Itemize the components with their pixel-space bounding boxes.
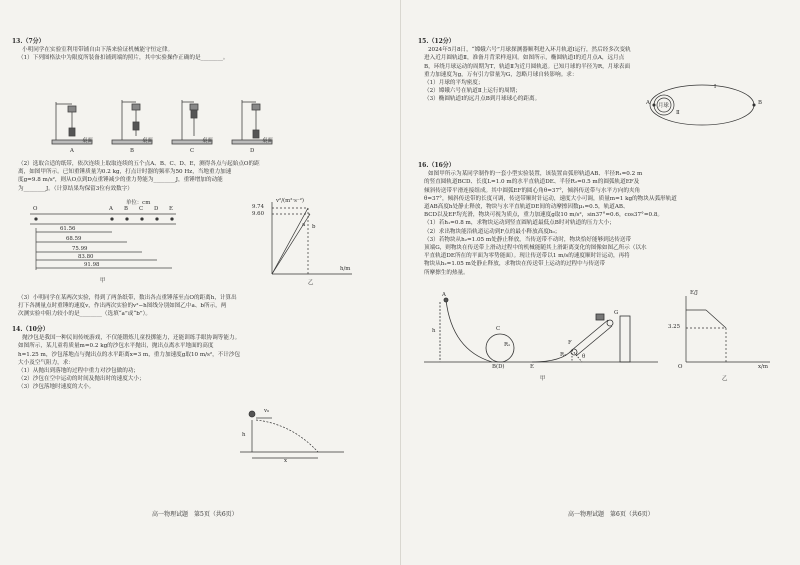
point-f-label: F	[568, 340, 572, 346]
q14-line: （2）沙包在空中运动的时间及抛出时的速度大小；	[18, 376, 145, 383]
tape-point-b: B	[124, 206, 128, 212]
question-14	[12, 326, 384, 392]
q15-line: （2）嫦娥六号在轨道Ⅱ上运行的周期；	[424, 88, 521, 95]
q14-line: 抛沙包是我国一种民间传统游戏，不仅能锻炼儿童投掷能力，还能训练手眼协调等能力。	[22, 335, 241, 342]
table-label: 桌面	[82, 138, 93, 144]
q15-line: （1）月球的平均密度；	[424, 80, 484, 87]
tape-point-c: C	[139, 206, 144, 212]
q13-line: （2）选取合适的纸带，依次连续上取取连续的五个点A、B、C、D、E，测得各点与起始点O的距	[18, 161, 260, 167]
page-fold	[400, 0, 401, 565]
tape-dist: 75.99	[72, 246, 88, 252]
q13-line: 离，如图甲所示。已知重锤质量为0.2 kg，打点计时器的频率为50 Hz，当地重力加速	[18, 169, 232, 176]
tape-dist: 68.59	[66, 236, 82, 242]
q16-line: 倾斜传送带平滑连接组成。其中圆弧EF的圆心角θ=37°，倾斜传送带与水平方向的夹角	[424, 187, 641, 194]
q16-head: 16.（16分）	[418, 162, 455, 169]
q16-line: 平直轨道DE所在的平面为零势能面）。现让传送带以1 m/s的速度顺时针运动，再将	[424, 253, 630, 260]
left-page	[12, 38, 384, 518]
graph-ylabel: v²/(m²·s⁻²)	[276, 198, 304, 204]
q13-head: 13.（7分）	[12, 38, 45, 45]
table-label: 桌面	[202, 138, 213, 144]
caption-yi: 乙	[722, 376, 728, 382]
table-label: 桌面	[142, 138, 153, 144]
q16-line: （3）若物块从h₂=1.05 m处静止释放，当传送带不动时，物块恰好能够到达传送带	[424, 236, 632, 243]
left-footer: 高一物理试题 第5页（共6页）	[152, 511, 238, 518]
q15-line: 2024年5月8日，“嫦娥六号”月球探测器顺利进入环月轨道Ⅰ运行，然后经多次变轨	[428, 47, 631, 54]
q14-line: （1）从抛出到落地的过程中重力对沙包做的功；	[18, 368, 140, 375]
q14-line: 大小及空气阻力，求：	[18, 359, 74, 366]
q14-line: 如图所示，某儿童将质量m=0.2 kg的沙包水平抛出，抛出点离水平地面的高度	[18, 343, 214, 350]
orbit-2-label: Ⅱ	[676, 110, 680, 116]
caption-jia: 甲	[540, 376, 546, 382]
point-b-label: B	[758, 100, 762, 106]
q15-head: 15.（12分）	[418, 38, 455, 45]
tape-dist: 91.98	[84, 262, 100, 268]
q13-line: （1）下列图格法中为限度所装备扣铺到端的照片，其中实验操作正确的是________。	[18, 55, 229, 62]
tape-point-a: A	[109, 206, 113, 212]
tape-point-e: E	[169, 206, 173, 212]
q13-line: 小明同学在实验室利用带铺自由下落来验证机械能守恒定律。	[22, 47, 174, 54]
graph-ytick: 3.25	[668, 324, 681, 330]
point-a-label: A	[442, 292, 446, 298]
table-label: 桌面	[262, 138, 273, 144]
point-g-label: G	[614, 310, 619, 316]
tape-dist: 83.80	[78, 254, 94, 260]
q16-line: （2）求出物块能沿轨道运动到F点的最小释放高度h₀；	[424, 228, 561, 235]
q14-line: （3）沙包落地时速度的大小。	[18, 384, 95, 391]
height-label: h	[432, 328, 436, 334]
point-a-label: A	[646, 100, 650, 106]
q16-line: 顶端G，则物块在传送带上滑动过程中的机械能随其上滑距离变化的图像如图乙所示（以水	[424, 245, 647, 252]
orbit-figure	[644, 82, 774, 128]
q13-line: （3）小明同学在某两次实验，得到了两条纸带，数出各点重锤落至点O的距离h，计算出	[18, 295, 237, 301]
graph-ytick: 9.60	[252, 211, 265, 217]
question-16	[418, 162, 790, 277]
q16-line: 的竖直圆轨道BCD、长度L=1.0 m的水平直轨道DE、半径R₂=0.5 m的圆弧轨道EF及	[424, 179, 640, 186]
q13-line: 为________J。（计算结果均保留3位有效数字）	[18, 185, 133, 192]
q16-line: BCD以及EF均光滑，物块可视为质点，重力加速度g取10 m/s²，sin37°=0.6，cos37°=0.8。	[424, 212, 664, 219]
apparatus-figures	[42, 96, 292, 158]
apparatus-label-c: C	[190, 148, 195, 154]
theta-label: θ	[582, 354, 586, 360]
right-page	[418, 38, 790, 518]
projectile-figure	[232, 406, 352, 466]
graph-ytick: 9.74	[252, 204, 265, 210]
q16-line: 如图甲所示为某同学制作的一套小型实验装置，该装置由弧形轨道AB、半径R₁=0.2 m	[428, 171, 643, 178]
point-e-label: E	[530, 364, 534, 370]
r1-label: R₁	[504, 342, 511, 348]
q14-line: h=1.25 m，沙包落地点与抛出点的水平距离x=3 m，重力加速度g取10 m/s²，不计沙包	[18, 351, 241, 358]
q13-line: 度g=9.8 m/s²，则从O点到D点重锤减少的重力势能为________J，重锤增加的动能	[18, 177, 223, 184]
v2-h-graph	[248, 198, 358, 288]
series-a-line	[272, 208, 308, 274]
q16-line: 道AB高度h处静止释放，物块与水平直轨道DE间的动摩擦因数μ₁=0.5，轨道AB、	[424, 204, 629, 211]
r2-label: R₂	[560, 352, 567, 358]
tape-caption: 甲	[100, 278, 106, 284]
question-13	[12, 38, 384, 63]
h-label: h	[242, 432, 246, 438]
graph-ylabel: E/J	[690, 290, 698, 296]
tape-point-d: D	[154, 206, 159, 212]
tape-figure	[26, 198, 186, 288]
q15-line: B，环绕月球运动的周期为T，轨道Ⅱ为近月圆轨道。已知月球的半径为R，月球表面	[424, 63, 631, 70]
tape-unit: 单位：cm	[126, 200, 151, 206]
orbit-1-label: Ⅰ	[714, 84, 717, 90]
q13-part3	[12, 294, 384, 319]
tape-point-o: O	[33, 206, 38, 212]
right-footer: 高一物理试题 第6页（共6页）	[568, 511, 654, 518]
point-bd-label: B(D)	[492, 364, 505, 370]
energy-distance-graph	[666, 290, 776, 386]
tape-dist: 61.56	[60, 226, 76, 232]
graph-xlabel: h/m	[340, 266, 351, 272]
track-figure	[422, 290, 662, 386]
graph-origin: O	[678, 364, 683, 370]
q15-line: 进入近月圆轨道Ⅱ，准备月背采样返回。如图所示，椭圆轨道Ⅰ的近月点A，远月点	[424, 55, 625, 62]
q14-head: 14.（10分）	[12, 326, 49, 333]
apparatus-label-a: A	[70, 148, 74, 154]
v0-label: v₀	[264, 408, 270, 414]
graph-xlabel: x/m	[758, 364, 768, 370]
apparatus-label-b: B	[130, 148, 134, 154]
graph-caption: 乙	[308, 280, 314, 286]
moon-label: 月球	[658, 103, 669, 109]
series-b-label: b	[312, 224, 316, 230]
q15-line: （3）椭圆轨道Ⅰ的远月点B到月球球心的距离。	[424, 96, 541, 103]
series-a-label: a	[302, 222, 306, 228]
q16-line: θ=37°，倾斜传送带的长度可调，传送带顺时针运动，速度大小可调，质量m=1 kg的物块从弧形轨道	[424, 195, 677, 202]
q13-line: 次测实验中阻力较小的是________（选填“a”或“b”）。	[18, 311, 152, 318]
q15-line: 重力加速度为g，万有引力常量为G，忽略月球自转影响。求：	[424, 71, 578, 78]
apparatus-label-d: D	[250, 148, 255, 154]
q13-part2	[12, 160, 384, 193]
q16-line: （1）若h₁=0.8 m，求物块运动到竖直圆轨道最低点B时对轨道的压力大小；	[424, 220, 615, 227]
q16-line: 物块从h₂=1.05 m处静止释放，求物块在传送带上运动的过程中与传送带	[424, 261, 606, 268]
q16-line: 所摩擦生的热量。	[424, 269, 469, 276]
point-c-label: C	[496, 326, 501, 332]
q13-line: 打下各测量点时重锤的速度v，作出两次实验的v²−h图线分别如图乙中a、b所示，两	[18, 303, 227, 310]
x-label: x	[284, 458, 288, 464]
